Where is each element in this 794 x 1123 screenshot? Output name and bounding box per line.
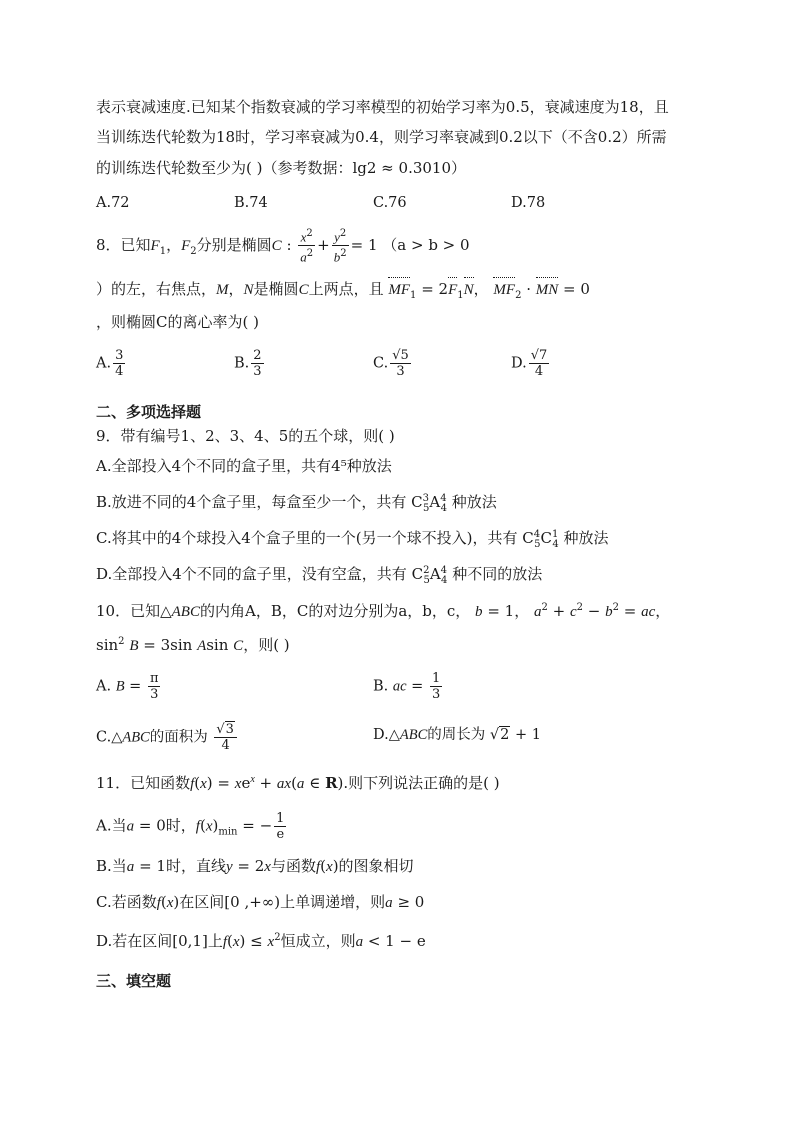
q8-line2-b: 是椭圆: [253, 280, 299, 298]
q7-line2: 当训练迭代轮数为18时，学习率衰减为0.4，则学习率衰减到0.2以下（不含0.2）所需: [96, 128, 667, 146]
q10-option-b: B. ac = $\frac{1}{3}$: [373, 671, 441, 702]
q8-line2-c: 上两点，且: [308, 280, 384, 298]
q11-d-post: 恒成立，则: [280, 932, 356, 950]
q10-d-pre: D.: [373, 727, 389, 743]
q11-d-mid: 上: [207, 932, 223, 950]
q9-option-c: C.将其中的4个球投入4个盒子里的一个(另一个球不投入)，共有 $C^4_5C^1_4$ 种放法: [96, 529, 609, 550]
q8-option-a-label: A.: [96, 355, 112, 372]
q9-stem: 9．带有编号1、2、3、4、5的五个球，则( ): [96, 427, 395, 445]
q8-prefix: 8．已知: [96, 235, 151, 254]
q9-b-post: 种放法: [451, 493, 497, 511]
q7-option-a: A.72: [96, 195, 130, 211]
q8-option-b: [234, 348, 266, 379]
q10-stem2-post: ，则( ): [243, 636, 290, 654]
section-multiple-choice: 二、多项选择题: [96, 403, 202, 421]
q10-stem-line2: $\sin^2 B = 3\sin$ Asin C，则( ): [96, 636, 290, 654]
q11-stem-post: .则下列说法正确的是( ): [343, 774, 500, 792]
q10-a-label: A.: [96, 678, 112, 695]
q11-b-mid: 时，直线: [165, 857, 226, 875]
q9-option-d: D.全部投入4个不同的盒子里，没有空盒，共有 $C^2_5A^4_4$ 种不同的放法: [96, 565, 543, 586]
q8-option-d: [511, 348, 551, 379]
q11-d-pre: D.若在区间: [96, 932, 173, 950]
q7-option-d: D.78: [511, 195, 546, 211]
q11-b-end: 的图象相切: [338, 857, 414, 875]
q7-line3: 的训练迭代轮数至少为( )（参考数据：lg2 ≈ 0.3010）: [96, 159, 467, 177]
q9-b-pre: B.放进不同的4个盒子里，每盒至少一个，共有: [96, 493, 407, 511]
q8-option-c-label: C.: [373, 355, 389, 372]
q8-line3: ，则椭圆C的离心率为( ): [96, 313, 259, 331]
q11-c-post: 上单调递增，则: [280, 893, 386, 911]
q8-line1: 8．已知$F_1$，$F_2$分别是椭圆C : $\frac{x^2}{a^2}$ + $\frac{y^2}{b^2}$ = 1 （a > b > 0: [96, 228, 470, 265]
q9-option-a: A.全部投入4个不同的盒子里，共有4⁵种放法: [96, 457, 392, 475]
q8-option-d-label: D.: [511, 355, 527, 372]
q11-stem: 11．已知函数$f(x) = xe^x + ax(a$ ∈ R).则下列说法正确的是( ): [96, 774, 500, 792]
q7-option-b: B.74: [234, 195, 268, 211]
q8-option-d-num: √7: [530, 348, 548, 363]
q8-option-c-den: 3: [396, 364, 405, 379]
q9-c-pre: C.将其中的4个球投入4个盒子里的一个(另一个球不投入)，共有: [96, 529, 518, 547]
q8-mid: 分别是椭圆: [196, 235, 272, 254]
q8-option-b-den: 3: [253, 364, 262, 379]
q10-b-label: B.: [373, 678, 389, 695]
q10-option-d: D.△ABC的周长为 √2 + 1: [373, 727, 541, 743]
q9-c-post: 种放法: [563, 529, 609, 547]
q10-option-c: C.△ABC的面积为 $\frac{√3}{4}$: [96, 722, 239, 753]
q10-d-post: 的周长为: [427, 727, 486, 743]
q8-condition: （a > b > 0: [382, 235, 470, 254]
q8-line2: ）的左，右焦点，M，N是椭圆C上两点，且 $MF_1 = 2F_1N$， $MF_2$ · MN = 0: [96, 277, 590, 307]
section-fill-blank: 三、填空题: [96, 972, 172, 990]
q8-option-b-label: B.: [234, 355, 250, 372]
q9-d-pre: D.全部投入4个不同的盒子里，没有空盒，共有: [96, 565, 407, 583]
q9-d-post: 种不同的放法: [452, 565, 543, 583]
q11-c-mid: 在区间: [179, 893, 225, 911]
q10-stem-mid: 的内角A，B，C的对边分别为a，b，c，: [199, 602, 471, 620]
q8-option-d-den: 4: [534, 364, 544, 379]
q8-option-a-num: 3: [115, 348, 124, 363]
q11-option-c: C.若函数f(x)在区间[0 ,+∞)上单调递增，则a ≥ 0: [96, 893, 425, 911]
q8-line2-a: ）的左，右焦点，: [96, 280, 217, 298]
q11-a-pre: A.当: [96, 816, 127, 835]
q10-c-pre: C.: [96, 729, 112, 746]
q11-b-post: 与函数: [270, 857, 316, 875]
q11-a-mid: 时，: [165, 816, 196, 835]
q10-c-post: 的面积为: [149, 729, 208, 746]
q8-option-c-num: √5: [392, 348, 409, 363]
q10-option-a: A. B = $\frac{\pi}{3}$: [96, 671, 159, 702]
q8-option-a: [96, 348, 127, 379]
q11-option-d: D.若在区间[0,1]上$f(x) \le x^2$恒成立，则a < 1 − e: [96, 932, 426, 950]
q11-stem-pre: 11．已知函数: [96, 774, 191, 792]
q10-stem-pre: 10．已知: [96, 602, 161, 620]
q11-b-pre: B.当: [96, 857, 127, 875]
q7-option-c: C.76: [373, 195, 407, 211]
q10-stem-line1: 10．已知△ABC的内角A，B，C的对边分别为a，b，c， b = 1， $a^2 + c^2 - b^2$ = ac，: [96, 602, 671, 620]
q8-option-c: [373, 348, 413, 379]
q11-option-a: A.当a = 0时，$f(x)_{min}$ = − $\frac{1}{e}$: [96, 811, 285, 842]
q7-line1: 表示衰减速度.已知某个指数衰减的学习率模型的初始学习率为0.5，衰减速度为18，且: [96, 98, 669, 116]
q9-option-b: B.放进不同的4个盒子里，每盒至少一个，共有 $C^3_5A^4_4$ 种放法: [96, 493, 497, 514]
q11-option-b: B.当a = 1时，直线y = 2x与函数f(x)的图象相切: [96, 857, 414, 875]
q11-c-pre: C.若函数: [96, 893, 157, 911]
q8-option-b-num: 2: [253, 348, 262, 363]
q8-option-a-den: 4: [115, 364, 124, 379]
